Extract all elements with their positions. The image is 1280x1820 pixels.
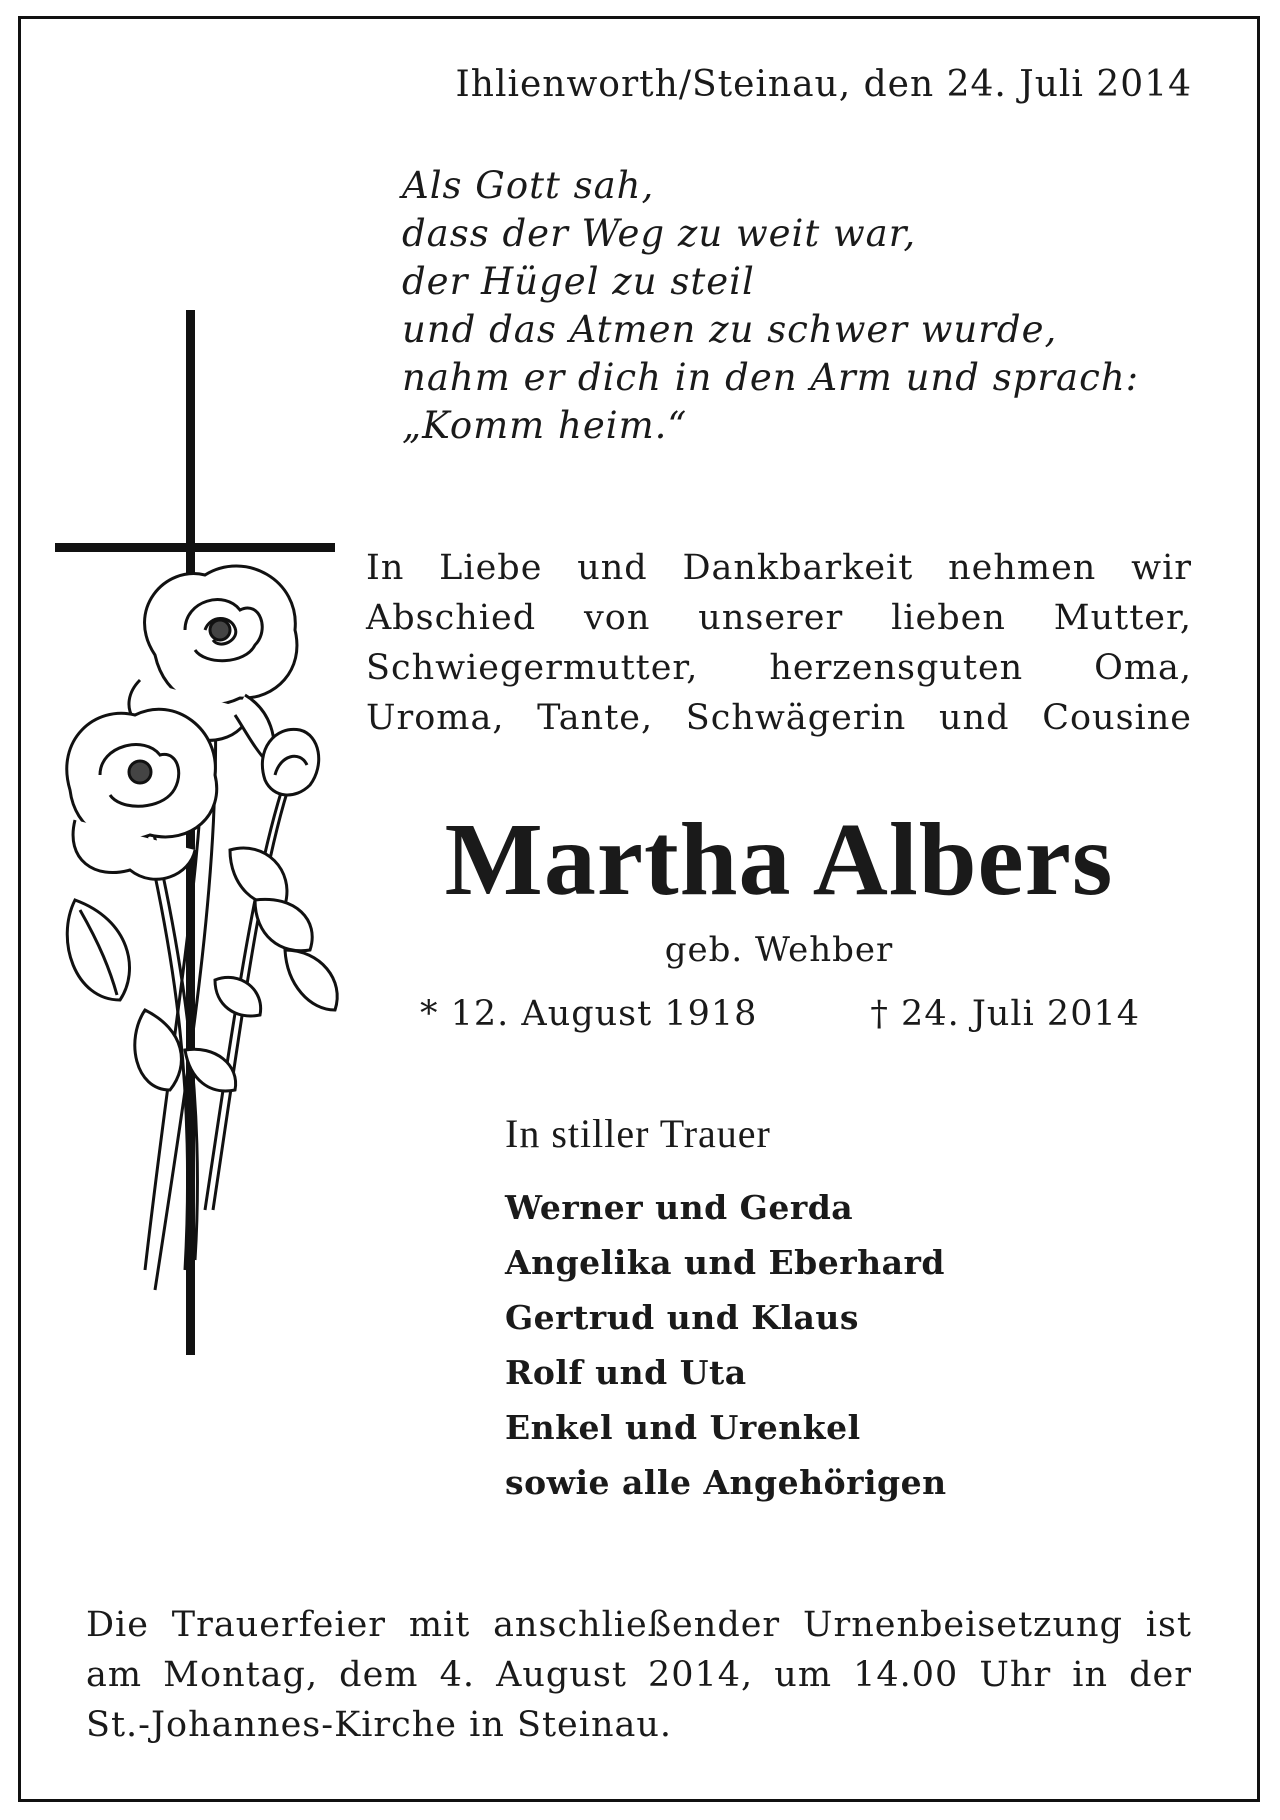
mourner-entry: Enkel und Urenkel <box>505 1408 861 1447</box>
rose-left <box>67 709 217 879</box>
mourners-list <box>505 1180 947 1510</box>
birth-date: * 12. August 1918 <box>420 994 758 1034</box>
mourner-entry: Angelika und Eberhard <box>505 1243 945 1282</box>
mourner-entry: Rolf und Uta <box>505 1353 747 1392</box>
deceased-name: Martha Albers <box>444 802 1114 917</box>
farewell-line: Abschied von unserer lieben Mutter, <box>366 598 1192 638</box>
farewell-line: In Liebe und Dankbarkeit nehmen wir <box>366 548 1192 588</box>
mourner-entry: Gertrud und Klaus <box>505 1298 859 1337</box>
cross-with-roses-icon <box>55 310 365 1360</box>
farewell-line: Uroma, Tante, Schwägerin und Cousine <box>366 698 1192 738</box>
poem-line: „Komm heim.“ <box>402 404 688 447</box>
poem-line: dass der Weg zu weit war, <box>402 212 917 255</box>
mourner-entry: Werner und Gerda <box>505 1188 854 1227</box>
ceremony-info <box>86 1600 1192 1750</box>
ceremony-line: am Montag, dem 4. August 2014, um 14.00 Uhr in der <box>86 1655 1192 1695</box>
poem-line: und das Atmen zu schwer wurde, <box>402 308 1058 351</box>
death-date: † 24. Juli 2014 <box>870 994 1140 1034</box>
farewell-text <box>366 543 1192 743</box>
birth-name: geb. Wehber <box>664 930 894 970</box>
poem-line: der Hügel zu steil <box>402 260 755 303</box>
mourning-heading: In stiller Trauer <box>505 1111 771 1156</box>
ceremony-line: St.-Johannes-Kirche in Steinau. <box>86 1705 673 1745</box>
farewell-line: Schwiegermutter, herzensguten Oma, <box>366 648 1192 688</box>
poem-line: Als Gott sah, <box>402 164 655 207</box>
rose-bud <box>262 729 318 795</box>
cross-horizontal-beam <box>55 543 335 552</box>
mourner-entry: sowie alle Angehörigen <box>505 1463 947 1502</box>
life-dates <box>420 994 1140 1034</box>
poem <box>402 162 1139 450</box>
ceremony-line: Die Trauerfeier mit anschließender Urnenbeisetzung ist <box>86 1605 1192 1645</box>
place-date: Ihlienworth/Steinau, den 24. Juli 2014 <box>455 64 1192 105</box>
poem-line: nahm er dich in den Arm und sprach: <box>402 356 1140 399</box>
